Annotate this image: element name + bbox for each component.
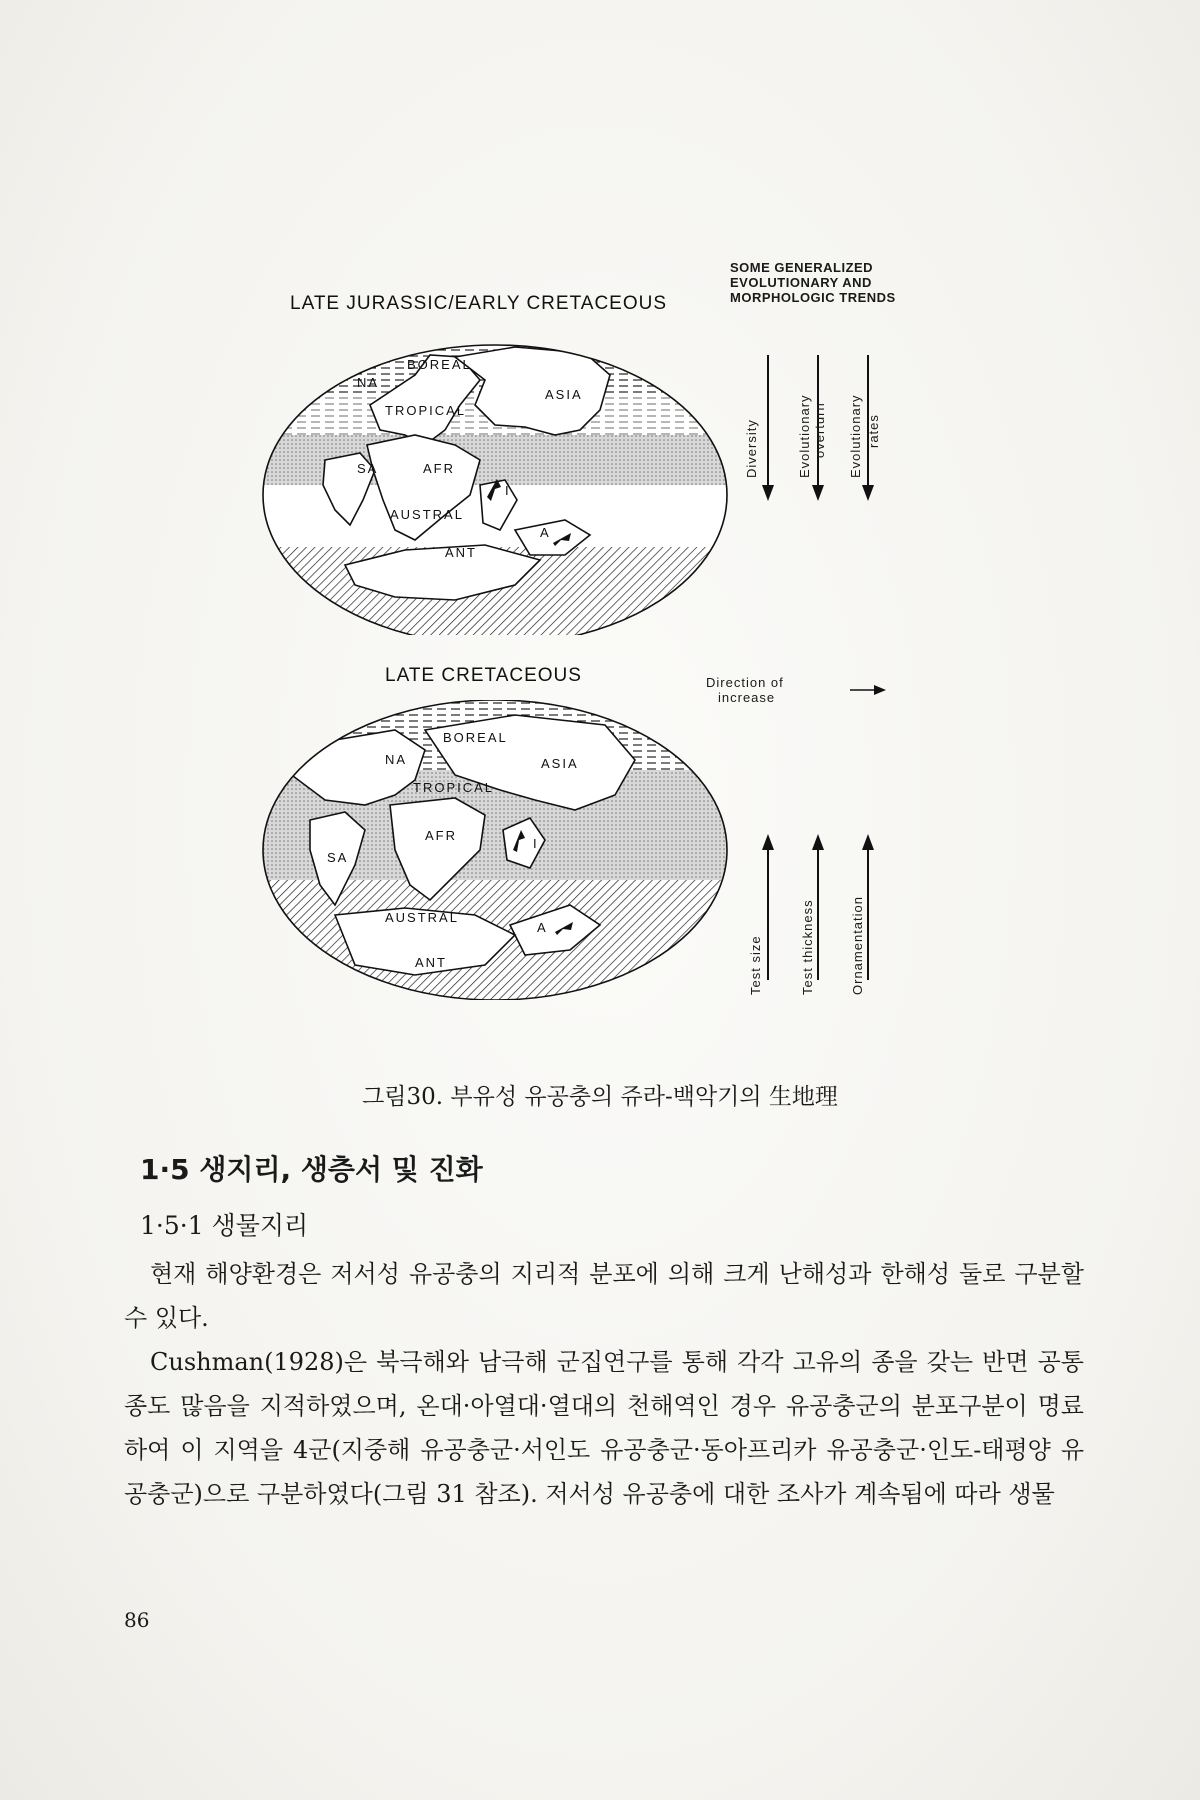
asia-label: ASIA (541, 756, 579, 771)
evolutionary-overturn-label-line1: Evolutionary (797, 394, 812, 478)
test-thickness-label: Test thickness (800, 899, 815, 995)
tropical-label: TROPICAL (385, 403, 467, 418)
direction-legend-line: Direction of (706, 675, 784, 690)
up-arrow-icon (762, 834, 774, 850)
austral-label: AUSTRAL (390, 507, 464, 522)
trends-heading-line: SOME GENERALIZED (730, 260, 874, 275)
diversity-label: Diversity (744, 419, 759, 478)
body-text (124, 1252, 1084, 1516)
a-label: A (537, 920, 548, 935)
trends-heading-line: EVOLUTIONARY AND (730, 275, 872, 290)
paragraph: Cushman(1928)은 북극해와 남극해 군집연구를 통해 각각 고유의 종을 갖는 반면 공통종도 많음을 지적하였으며, 온대·아열대·열대의 천해역인 경우 유공충군의 분포구분이 명료하여 이 지역을 4군(지중해 유공충군·서인도 유공충군·동아프리카 유공충군·인도-태평양 유공충군)으로 구분하였다(그림 31 참조). 저서성 유공충에 대한 조사가 계속됨에 따라 생물 (124, 1348, 1084, 1508)
evolutionary-rates-label-line2: rates (866, 414, 881, 448)
a-label: A (540, 525, 551, 540)
bottom-paleogeographic-map (255, 700, 735, 1000)
austral-label: AUSTRAL (385, 910, 459, 925)
boreal-label: BOREAL (407, 357, 472, 372)
test-size-label: Test size (748, 935, 763, 995)
right-arrow-icon (850, 684, 890, 696)
trends-heading-line: MORPHOLOGIC TRENDS (730, 290, 896, 305)
ant-label: ANT (445, 545, 477, 560)
tropical-label: TROPICAL (413, 780, 495, 795)
subsection-heading: 1·5·1 생물지리 (140, 1211, 309, 1240)
asia-label: ASIA (545, 387, 583, 402)
evolutionary-overturn-label-line2: overturn (812, 402, 827, 458)
top-map-title: LATE JURASSIC/EARLY CRETACEOUS (290, 293, 668, 314)
na-label: NA (385, 752, 408, 767)
na-label: NA (357, 375, 380, 390)
afr-label: AFR (423, 461, 455, 476)
afr-label: AFR (425, 828, 457, 843)
ant-label: ANT (415, 955, 447, 970)
bottom-map-title: LATE CRETACEOUS (385, 665, 582, 686)
evolutionary-rates-label-line1: Evolutionary (848, 394, 863, 478)
section-heading: 1·5 생지리, 생층서 및 진화 (140, 1153, 483, 1186)
i-label: I (505, 483, 511, 498)
up-arrow-icon (812, 834, 824, 850)
page-number: 86 (124, 1608, 150, 1632)
trends-heading (730, 260, 896, 305)
paragraph: 현재 해양환경은 저서성 유공충의 지리적 분포에 의해 크게 난해성과 한해성 둘로 구분할 수 있다. (124, 1260, 1084, 1332)
figure-caption: 그림30. 부유성 유공충의 쥬라-백악기의 生地理 (362, 1084, 838, 1110)
top-paleogeographic-map (255, 335, 735, 635)
up-arrow-icon (862, 834, 874, 850)
down-arrow-icon (762, 485, 774, 501)
ornamentation-label: Ornamentation (850, 896, 865, 995)
direction-legend-line: increase (718, 690, 776, 705)
i-label: I (533, 836, 539, 851)
sa-label: SA (357, 461, 379, 476)
sa-label: SA (327, 850, 349, 865)
down-arrow-icon (812, 485, 824, 501)
down-arrow-icon (862, 485, 874, 501)
boreal-label: BOREAL (443, 730, 508, 745)
top-map-drawing (255, 335, 735, 635)
